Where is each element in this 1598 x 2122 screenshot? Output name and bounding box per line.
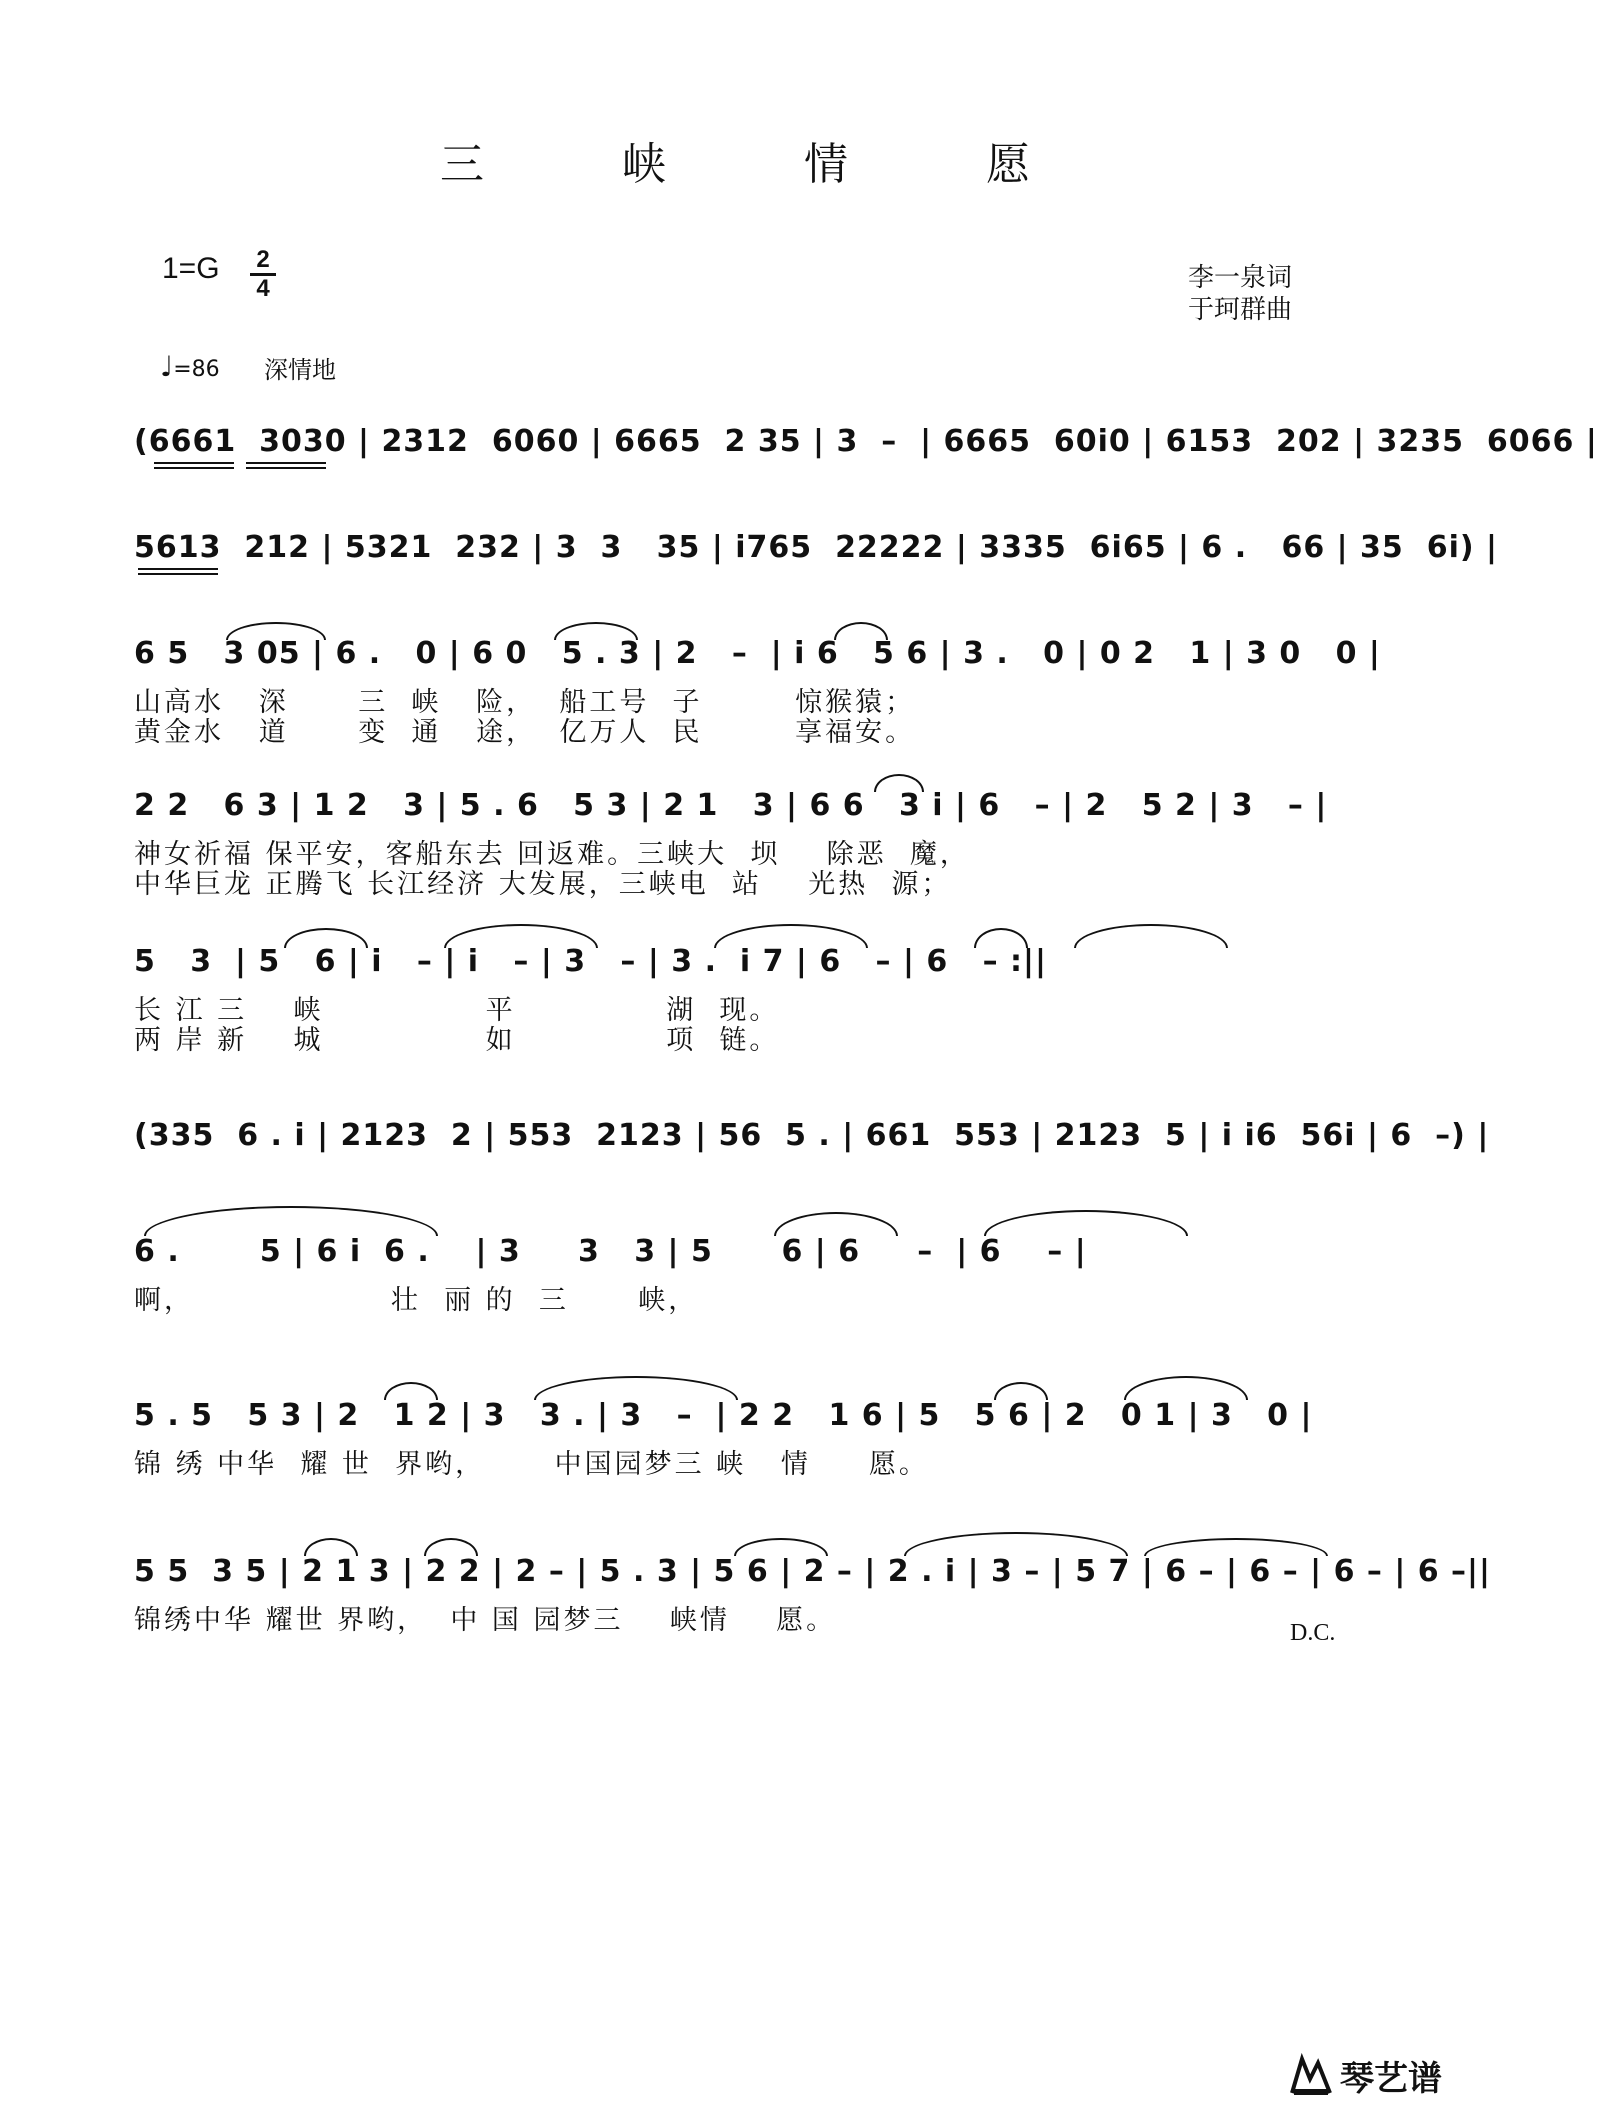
slur (904, 1532, 1128, 1556)
lyrics-verse-2: 两 岸 新 城 如 项 链。 (134, 1025, 780, 1056)
song-title: 三 峡 情 愿 (440, 139, 1092, 190)
slur (1124, 1376, 1248, 1400)
slur (984, 1210, 1188, 1236)
watermark-text: 琴艺谱 (1340, 2059, 1442, 2099)
meter-top: 2 (256, 246, 270, 273)
notes-line: 5613 212 | 5321 232 | 3 3 35 | i765 22222 | 3335 6i65 | 6 . 66 | 35 6i) | (134, 530, 1498, 565)
score-row-1 (134, 424, 1598, 484)
notes-line: 5 5 3 5 | 2 1 3 | 2 2 | 2 – | 5 . 3 | 5 6 | 2 – | 2 . i | 3 – | 5 7 | 6 – | 6 – | 6 – | 6 –|| (134, 1554, 1491, 1589)
score-row-2 (134, 530, 1498, 590)
notes-line: 6 5 3 05 | 6 . 0 | 6 0 5 . 3 | 2 – | i 6 5 6 | 3 . 0 | 0 2 1 | 3 0 0 | (134, 636, 1381, 671)
time-signature (250, 248, 276, 301)
score-row-5 (134, 944, 1348, 1054)
key-signature: 1=G (162, 252, 220, 285)
notes-line: (335 6 . i | 2123 2 | 553 2123 | 56 5 . | 661 553 | 2123 5 | i i6 56i | 6 –) | (134, 1118, 1490, 1153)
credits (1188, 262, 1292, 326)
score-row-7 (134, 1234, 1348, 1314)
tempo-marking (160, 350, 220, 383)
lyrics-verse-2: 中华巨龙 正腾飞 长江经济 大发展，三峡电 站 光热 源； (134, 869, 952, 900)
score-row-4 (134, 788, 1348, 898)
underline (138, 573, 218, 575)
lyrics-verse-1: 长 江 三 峡 平 湖 现。 (134, 995, 780, 1026)
score-row-6 (134, 1118, 1490, 1178)
underline (154, 462, 234, 464)
underline (154, 467, 234, 469)
underline (246, 462, 326, 464)
piano-logo-icon (1288, 2053, 1334, 2099)
quarter-note-icon: ♩ (160, 350, 174, 383)
underline (138, 568, 218, 570)
notes-line: 5 3 | 5 6 | i – | i – | 3 – | 3 . i 7 | 6 – | 6 – :|| (134, 944, 1047, 979)
lyrics-verse-1: 啊， 壮 丽 的 三 峡， (134, 1285, 699, 1316)
notes-line: 6 . 5 | 6 i 6 . | 3 3 3 | 5 6 | 6 – | 6 – | (134, 1234, 1087, 1269)
score-row-9 (134, 1554, 1491, 1636)
lyrics-verse-1: 锦 绣 中华 耀 世 界哟， 中国园梦三 峡 情 愿。 (134, 1449, 929, 1480)
notes-line: (6661 3030 | 2312 6060 | 6665 2 35 | 3 – | 6665 60i0 | 6153 202 | 3235 6066 | (134, 424, 1598, 459)
underline (246, 467, 326, 469)
lyricist: 李一泉词 (1188, 263, 1293, 292)
expression-marking: 深情地 (264, 356, 336, 384)
notes-line: 2 2 6 3 | 1 2 3 | 5 . 6 5 3 | 2 1 3 | 6 6 3 i | 6 – | 2 5 2 | 3 – | (134, 788, 1328, 823)
score-row-8 (134, 1398, 1348, 1478)
composer: 于珂群曲 (1188, 295, 1293, 324)
lyrics-verse-1: 锦绣中华 耀世 界哟， 中 国 园梦三 峡情 愿。 (134, 1605, 837, 1636)
slur (144, 1206, 438, 1236)
notes-line: 5 . 5 5 3 | 2 1 2 | 3 3 . | 3 – | 2 2 1 6 | 5 5 6 | 2 0 1 | 3 0 | (134, 1398, 1313, 1433)
lyrics-verse-1: 山高水 深 三 峡 险， 船工号 子 惊猴猿； (134, 687, 916, 718)
slur (534, 1376, 738, 1400)
score-row-3 (134, 636, 1381, 748)
slur (774, 1212, 898, 1236)
tempo-value: =86 (173, 357, 220, 382)
lyrics-verse-1: 神女祈福 保平安，客船东去 回返难。三峡大 坝 除恶 魔， (134, 839, 970, 870)
meter-bottom: 4 (256, 275, 270, 302)
da-capo-marking: D.C. (1290, 1620, 1336, 1646)
lyrics-verse-2: 黄金水 道 变 通 途， 亿万人 民 享福安。 (134, 717, 916, 748)
watermark (1288, 2051, 1442, 2100)
